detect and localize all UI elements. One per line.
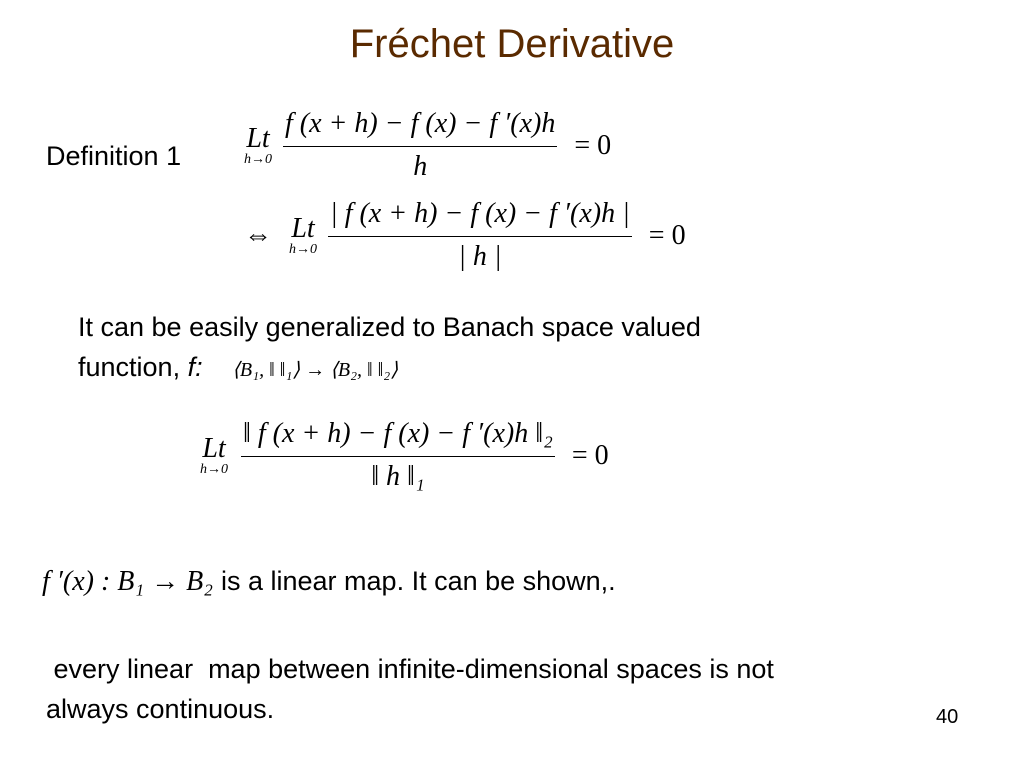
numerator: ‖ f (x + h) − f (x) − f ′(x)h ‖₂ [243,418,553,449]
fraction [241,418,555,493]
limit-operator: Lt h→0 [289,212,317,257]
closing-line-2: always continuous. [46,694,275,724]
numerator: | f (x + h) − f (x) − f ′(x)h | [330,198,630,229]
generalize-line-1: It can be easily generalized to Banach space valued [78,312,701,342]
function-word: function, [78,352,188,382]
equals-zero: = 0 [648,219,686,251]
slide-title: Fréchet Derivative [349,22,675,66]
denominator: | h | [458,241,502,272]
fraction [328,198,632,273]
page-number: 40 [936,706,959,728]
denominator: ‖ h ‖₁ [371,461,425,492]
linear-map-line [42,562,616,600]
generalize-line-2 [78,348,398,389]
banach-mapping: ⟨B₁, ‖ ‖₁⟩ → ⟨B₂, ‖ ‖₂⟩ [232,359,399,381]
closing-line-1: every linear map between infinite-dimensional spaces is not [46,654,774,684]
linear-map-text: is a linear map. It can be shown,. [220,566,616,596]
equation-3 [200,418,609,493]
numerator: f (x + h) − f (x) − f ′(x)h [285,108,556,139]
equation-2 [244,198,686,273]
limit-operator: Lt h→0 [244,122,272,167]
limit-operator: Lt h→0 [200,432,228,477]
equals-zero: = 0 [574,129,612,161]
f-label: f: [187,352,203,382]
equation-1 [244,108,611,183]
definition-label: Definition 1 [46,141,182,171]
equals-zero: = 0 [571,439,609,471]
denominator: h [413,151,428,182]
iff-symbol: ⇔ [244,219,272,251]
fraction [283,108,557,183]
linear-map-math: f ′(x) : B₁ → B₂ [42,566,213,597]
